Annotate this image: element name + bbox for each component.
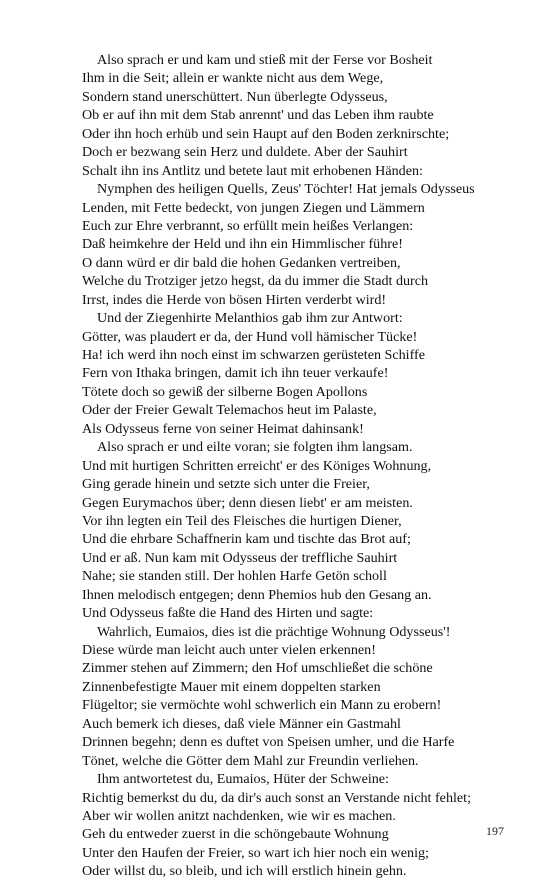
verse-line: Auch bemerk ich dieses, daß viele Männer ein Gastmahl (82, 715, 401, 732)
verse-line: Fern von Ithaka bringen, damit ich ihn teuer verkaufe! (82, 365, 389, 382)
verse-line: Nahe; sie standen still. Der hohlen Harfe Getön scholl (82, 568, 387, 585)
verse-line: Oder der Freier Gewalt Telemachos heut im Palaste, (82, 402, 377, 419)
verse-line: Oder willst du, so bleib, und ich will erstlich hinein gehn. (82, 863, 407, 880)
verse-line: Vor ihn legten ein Teil des Fleisches die hurtigen Diener, (82, 512, 402, 529)
verse-line: Drinnen begehn; denn es duftet von Speisen umher, und die Harfe (82, 734, 455, 751)
verse-text-block (82, 51, 522, 881)
verse-line: Zimmer stehen auf Zimmern; den Hof umschließet die schöne (82, 660, 433, 677)
page-number: 197 (486, 824, 504, 838)
verse-line: Und er aß. Nun kam mit Odysseus der treffliche Sauhirt (82, 549, 398, 566)
verse-line: Euch zur Ehre verbrannt, so erfüllt mein heißes Verlangen: (82, 217, 414, 234)
verse-line: Ihnen melodisch entgegen; denn Phemios hub den Gesang an. (82, 586, 432, 603)
verse-line: Zinnenbefestigte Mauer mit einem doppelten starken (82, 678, 381, 695)
verse-line: Welche du Trotziger jetzo hegst, da du immer die Stadt durch (82, 273, 429, 290)
verse-line: Also sprach er und kam und stieß mit der Ferse vor Bosheit (97, 52, 433, 68)
verse-line: Oder ihn hoch erhüb und sein Haupt auf den Boden zerknirschte; (82, 125, 450, 142)
verse-line: Ihm antwortetest du, Eumaios, Hüter der Schweine: (97, 771, 389, 788)
verse-line: Schalt ihn ins Antlitz und betete laut mit erhobenen Händen: (82, 162, 423, 179)
verse-line: Doch er bezwang sein Herz und duldete. Aber der Sauhirt (82, 144, 408, 161)
verse-line: Lenden, mit Fette bedeckt, von jungen Ziegen und Lämmern (82, 199, 425, 216)
verse-line: Aber wir wollen anitzt nachdenken, wie wir es machen. (82, 807, 396, 824)
verse-line: Unter den Haufen der Freier, so wart ich hier noch ein wenig; (82, 844, 429, 861)
verse-line: Als Odysseus ferne von seiner Heimat dahinsank! (82, 420, 364, 437)
verse-line: Ihm in die Seit; allein er wankte nicht aus dem Wege, (82, 70, 384, 87)
verse-line: Irrst, indes die Herde von bösen Hirten verderbt wird! (82, 291, 387, 308)
verse-line: Und Odysseus faßte die Hand des Hirten und sagte: (82, 605, 374, 622)
verse-line: Götter, was plaudert er da, der Hund voll hämischer Tücke! (82, 328, 418, 345)
verse-line: Und der Ziegenhirte Melanthios gab ihm zur Antwort: (97, 310, 403, 327)
verse-line: Wahrlich, Eumaios, dies ist die prächtige Wohnung Odysseus'! (97, 623, 451, 640)
verse-line: O dann würd er dir bald die hohen Gedanken vertreiben, (82, 254, 401, 271)
verse-line: Gegen Eurymachos über; denn diesen liebt' er am meisten. (82, 494, 413, 511)
verse-line: Also sprach er und eilte voran; sie folgten ihm langsam. (97, 439, 413, 456)
verse-line: Richtig bemerkst du du, da dir's auch sonst an Verstande nicht fehlet; (82, 789, 471, 806)
verse-line: Daß heimkehre der Held und ihn ein Himmlischer führe! (82, 236, 403, 253)
verse-line: Ha! ich werd ihn noch einst im schwarzen gerüsteten Schiffe (82, 347, 425, 363)
verse-line: Ging gerade hinein und setzte sich unter die Freier, (82, 476, 370, 493)
verse-line: Diese würde man leicht auch unter vielen erkennen! (82, 642, 376, 658)
verse-line: Tönet, welche die Götter dem Mahl zur Freundin verliehen. (82, 752, 419, 769)
verse-line: Und die ehrbare Schaffnerin kam und tischte das Brot auf; (82, 531, 411, 548)
verse-line: Ob er auf ihn mit dem Stab anrennt' und das Leben ihm raubte (82, 107, 434, 124)
verse-line: Und mit hurtigen Schritten erreicht' er des Königes Wohnung, (82, 457, 432, 474)
verse-line: Flügeltor; sie vermöchte wohl schwerlich ein Mann zu erobern! (82, 697, 442, 714)
verse-line: Tötete doch so gewiß der silberne Bogen Apollons (82, 383, 368, 400)
verse-line: Geh du entweder zuerst in die schöngebaute Wohnung (82, 826, 389, 843)
verse-line: Sondern stand unerschüttert. Nun überlegte Odysseus, (82, 88, 388, 105)
verse-line: Nymphen des heiligen Quells, Zeus' Töchter! Hat jemals Odysseus (97, 181, 475, 198)
